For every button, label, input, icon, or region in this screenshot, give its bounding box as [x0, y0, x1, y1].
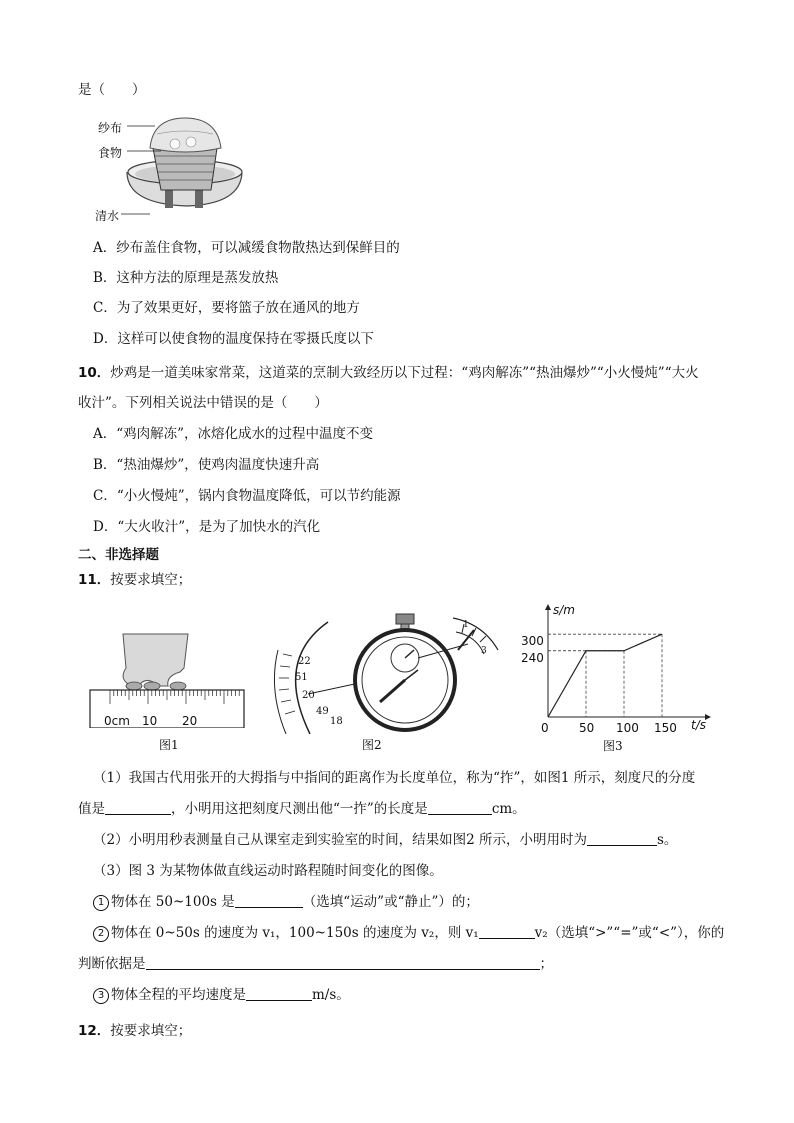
q10-option-a: A．“鸡肉解冻”，冰熔化成水的过程中温度不变	[93, 426, 374, 442]
scale-label-20: 20	[302, 690, 315, 701]
sub1-line1: （1）我国古代用张开的大拇指与中指间的距离作为长度单位，称为“拃”，如图1 所示，刻度尺的分度	[93, 770, 696, 786]
answer-blank-avg-speed[interactable]	[246, 986, 312, 1001]
circled-number-2: 2	[93, 926, 109, 942]
q9-option-d: D．这样可以使食物的温度保持在零摄氏度以下	[93, 331, 374, 347]
item2-text-b: v₂（选填“>”“=”或“<”），你的	[534, 925, 725, 941]
sub2-text-a: （2）小明用秒表测量自己从课室走到实验室的时间，结果如图2 所示，小明用时为	[93, 832, 587, 848]
hand-ruler-illustration	[88, 628, 248, 728]
circled-number-1: 1	[93, 895, 109, 911]
figure-3-caption: 图3	[603, 739, 623, 753]
q11-number: 11．	[78, 572, 111, 588]
dial-label-3: 3	[481, 646, 487, 656]
figure-2-caption: 图2	[362, 738, 382, 752]
scale-label-18: 18	[330, 716, 343, 727]
q11-text: 按要求填空；	[110, 572, 192, 588]
y-tick-300: 300	[521, 634, 544, 648]
answer-blank-division[interactable]	[105, 800, 171, 815]
item2-text-d: ；	[539, 956, 553, 972]
q10-option-c: C．“小火慢炖”，锅内食物温度降低，可以节约能源	[93, 488, 401, 504]
x-tick-50: 50	[579, 721, 595, 735]
q10-stem-text-1: 炒鸡是一道美味家常菜，这道菜的烹制大致经历以下过程：“鸡肉解冻”“热油爆炒”“小火慢炖”“大火	[110, 365, 699, 381]
x-tick-150: 150	[654, 721, 677, 735]
section-heading: 二、非选择题	[78, 547, 159, 563]
question-continuation: 是（ ）	[78, 82, 146, 98]
figure-1-caption: 图1	[159, 738, 179, 752]
y-tick-240: 240	[521, 651, 544, 665]
item1-line	[93, 892, 479, 912]
q10-stem-line2: 收汁”。下列相关说法中错误的是（ ）	[78, 395, 328, 411]
q10-stem-line1	[78, 363, 699, 383]
sub3-line: （3）图 3 为某物体做直线运动时路程随时间变化的图像。	[93, 863, 443, 879]
q12-stem	[78, 1021, 191, 1041]
food-label: 食物	[98, 146, 123, 160]
sub1-text-b: ，小明用这把刻度尺测出他“一拃”的长度是	[171, 801, 428, 817]
q9-option-b: B．这种方法的原理是蒸发放热	[93, 270, 279, 286]
answer-blank-span-length[interactable]	[428, 800, 492, 815]
ruler-label-10: 10	[142, 714, 158, 728]
x-axis-label: t/s	[691, 718, 706, 732]
item1-text-b: （选填“运动”或“静止”）的；	[302, 894, 479, 910]
item1-text-a: 物体在 50~100s 是	[111, 894, 235, 910]
answer-blank-time[interactable]	[587, 831, 657, 846]
circled-number-3: 3	[93, 988, 109, 1004]
answer-blank-motion-state[interactable]	[235, 893, 303, 908]
answer-blank-reason[interactable]	[146, 955, 540, 970]
item3-text-b: m/s。	[312, 987, 350, 1003]
scale-label-22: 22	[298, 656, 311, 667]
q11-stem	[78, 570, 191, 590]
water-label: 清水	[95, 209, 120, 223]
q10-option-d: D．“大火收汁”，是为了加快水的汽化	[93, 519, 321, 535]
q12-text: 按要求填空；	[110, 1023, 192, 1039]
figure-2	[268, 610, 508, 754]
item2-line1	[93, 923, 724, 943]
figure-1	[88, 628, 248, 754]
sub1-text-c: cm。	[491, 801, 526, 817]
x-tick-100: 100	[616, 721, 639, 735]
scale-label-51: 51	[295, 672, 308, 683]
y-axis-label: s/m	[553, 603, 575, 617]
dial-label-1: 1	[463, 620, 469, 630]
figure-3	[515, 600, 715, 754]
q12-number: 12．	[78, 1023, 111, 1039]
ruler-label-0: 0cm	[104, 714, 130, 728]
q10-option-b: B．“热油爆炒”，使鸡肉温度快速升高	[93, 457, 320, 473]
sub2-text-b: s。	[656, 832, 678, 848]
basket-figure	[95, 110, 255, 230]
answer-blank-compare[interactable]	[479, 924, 535, 939]
sub1-line2	[78, 799, 526, 819]
item3-text-a: 物体全程的平均速度是	[111, 987, 246, 1003]
item2-line2	[78, 954, 553, 974]
st-graph	[515, 600, 715, 736]
q9-option-a: A．纱布盖住食物，可以减缓食物散热达到保鲜目的	[93, 240, 400, 256]
q10-number: 10．	[78, 365, 111, 381]
item2-text-a: 物体在 0~50s 的速度为 v₁，100~150s 的速度为 v₂，则 v₁	[111, 925, 479, 941]
gauze-label: 纱布	[98, 121, 123, 135]
sub1-text-a: 值是	[78, 801, 105, 817]
item3-line	[93, 985, 350, 1005]
st-series-line	[548, 634, 662, 717]
scale-label-49: 49	[316, 706, 329, 717]
sub2-line	[93, 830, 677, 850]
ruler-label-20: 20	[182, 714, 198, 728]
q9-option-c: C．为了效果更好，要将篮子放在通风的地方	[93, 300, 360, 316]
item2-text-c: 判断依据是	[78, 956, 146, 972]
x-tick-0: 0	[541, 721, 549, 735]
